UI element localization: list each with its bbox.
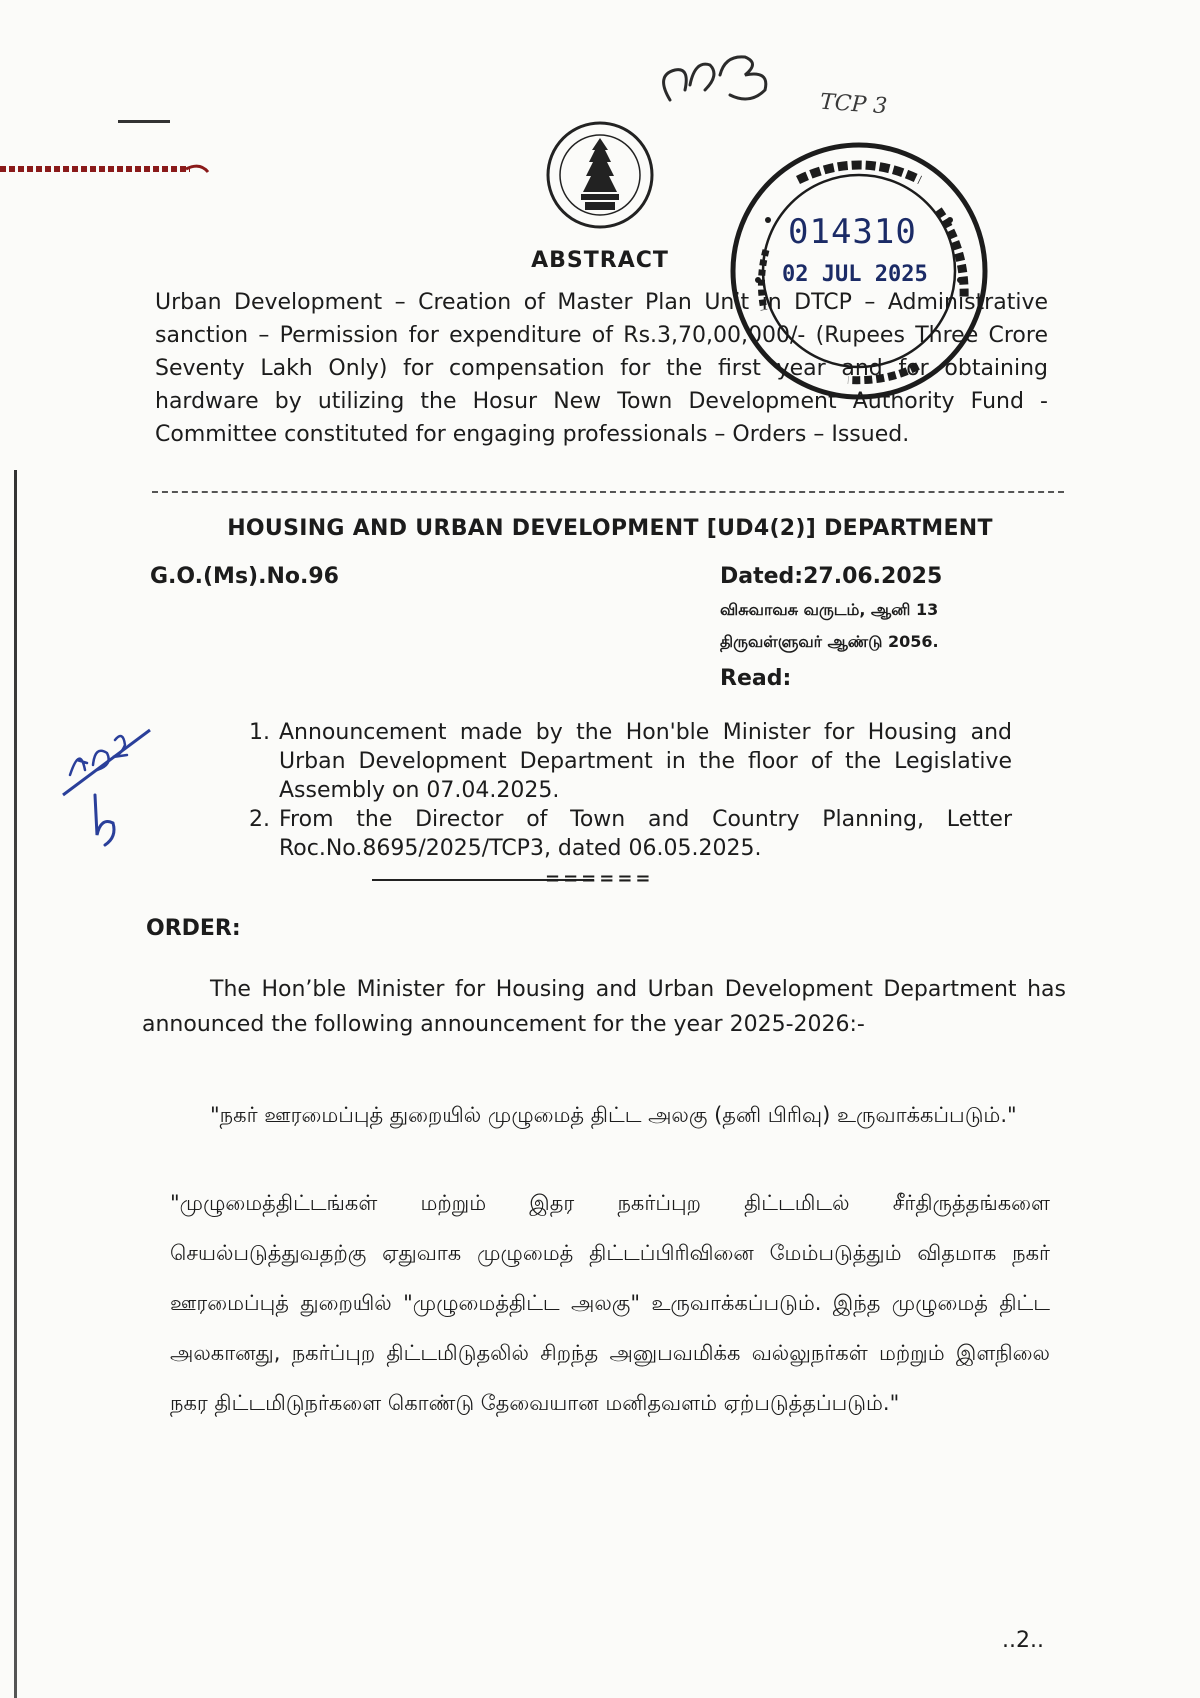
handwritten-note: TCP 3 <box>819 89 889 120</box>
tamil-announcement-1: "நகர் ஊரமைப்புத் துறையில் முழுமைத் திட்ட அலகு (தனி பிரிவு) உருவாக்கப்படும்." <box>210 1103 1017 1127</box>
order-heading: ORDER: <box>146 916 241 941</box>
dated: Dated:27.06.2025 <box>720 564 943 589</box>
binding-edge <box>14 470 17 1698</box>
reference-item: 1. Announcement made by the Hon'ble Minister for Housing and Urban Development Department in the floor of the Legislative Assembly on 07.04.2025. <box>277 718 1012 805</box>
go-number: G.O.(Ms).No.96 <box>150 564 339 589</box>
handwritten-scribble <box>650 45 790 125</box>
reference-item: 2. From the Director of Town and Country Planning, Letter Roc.No.8695/2025/TCP3, dated 06.05.2025. <box>277 805 1012 863</box>
abstract-title: ABSTRACT <box>531 248 669 273</box>
department-heading: HOUSING AND URBAN DEVELOPMENT [UD4(2)] DEPARTMENT <box>227 516 993 541</box>
binding-thread <box>0 160 210 178</box>
stamp-date: 02 JUL 2025 <box>782 262 928 287</box>
order-paragraph: The Hon’ble Minister for Housing and Urban Development Department has announced the following announcement for the year 2025-2026:- <box>142 977 1066 1037</box>
section-separator: ====== <box>545 868 654 889</box>
page-marker: ..2.. <box>1002 1628 1044 1653</box>
divider-dashed <box>152 491 1064 493</box>
handwritten-margin-initials <box>55 725 155 855</box>
references-list <box>235 718 1012 863</box>
abstract-body: Urban Development – Creation of Master Plan Unit in DTCP – Administrative sanction – Permission for expenditure of Rs.3,70,00,000/- (Rupees Three Crore Seventy Lakh Only) for compensation for the first year and for obtaining hardware by utilizing the Hosur New Town Development Authority Fund - Committee constituted for engaging professionals – Orders – Issued. <box>155 290 1048 447</box>
tamil-announcement-2: "முழுமைத்திட்டங்கள் மற்றும் இதர நகர்ப்புற திட்டமிடல் சீர்திருத்தங்களை செயல்படுத்துவதற்கு ஏதுவாக முழுமைத் திட்டப்பிரிவினை மேம்படுத்தும் விதமாக நகர் ஊரமைப்புத் துறையில் "முழுமைத்திட்ட அலகு" உருவாக்கப்படும். இந்த முழுமைத் திட்ட அலகானது, நகர்ப்புற திட்டமிடுதலில் சிறந்த அனுபவமிக்க வல்லுநர்கள் மற்றும் இளநிலை நகர திட்டமிடுநர்களை கொண்டு தேவையான மனிதவளம் ஏற்படுத்தப்படும்." <box>170 1191 1050 1415</box>
stamp-number: 014310 <box>788 212 917 252</box>
tamil-date-year: விசுவாவசு வருடம், ஆனி 13 <box>720 600 939 619</box>
margin-dash <box>118 120 170 123</box>
tamil-date-thiruvalluvar: திருவள்ளுவர் ஆண்டு 2056. <box>720 632 939 651</box>
read-label: Read: <box>720 666 792 691</box>
government-emblem-icon <box>545 120 655 230</box>
